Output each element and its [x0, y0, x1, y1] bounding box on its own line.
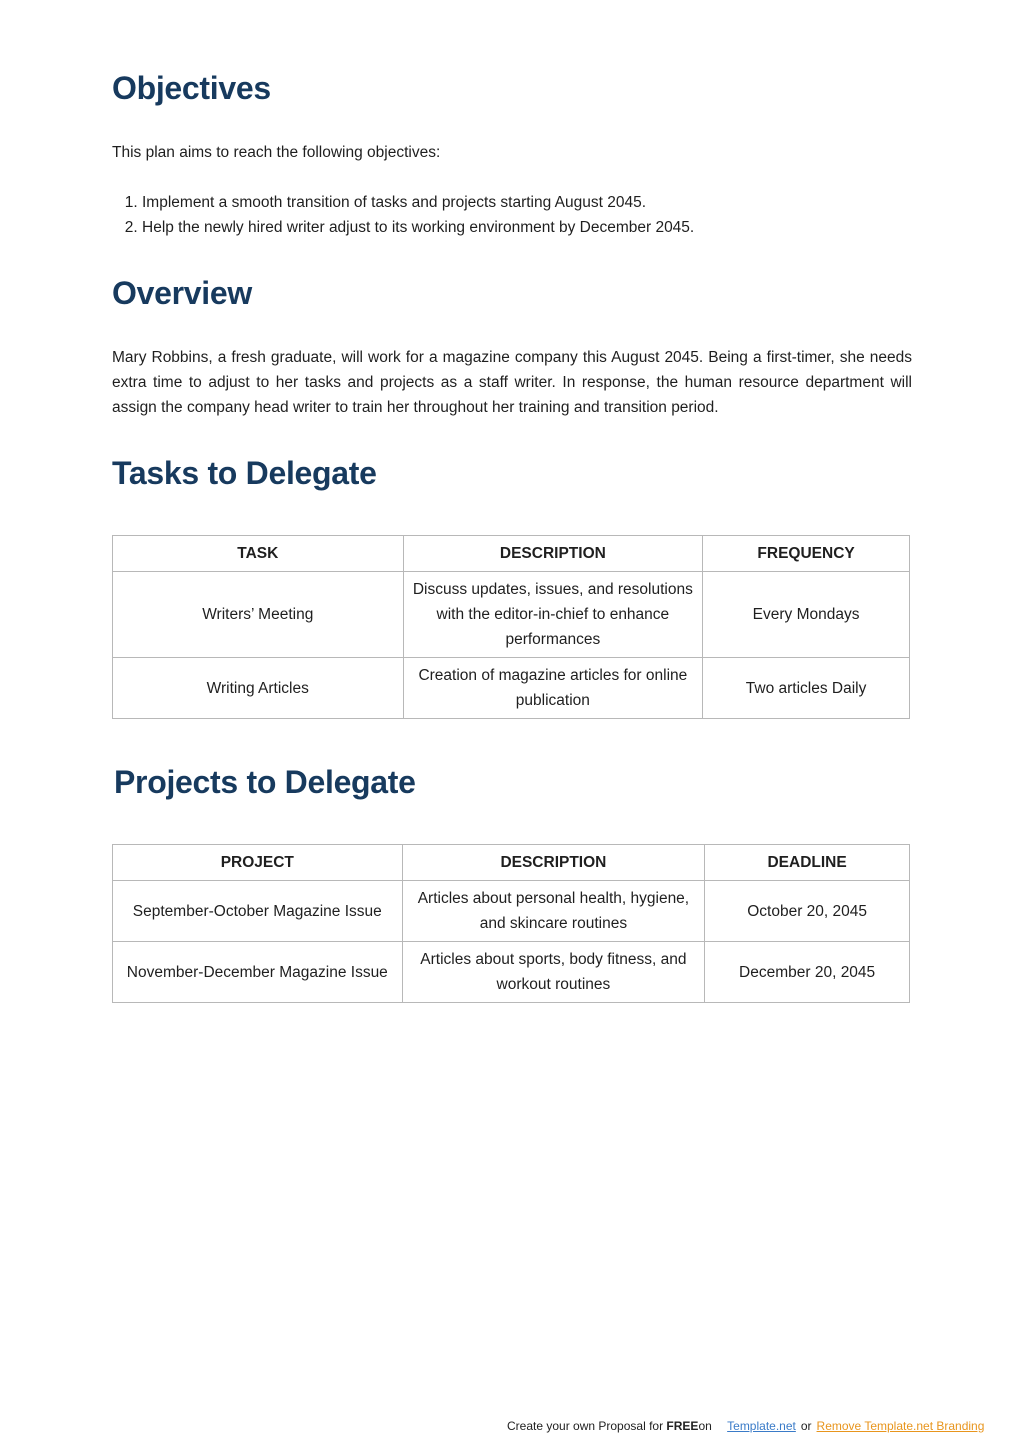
table-header-row: [113, 845, 910, 881]
footer-prefix: Create your own Proposal for: [507, 1419, 667, 1433]
tasks-heading: Tasks to Delegate: [112, 455, 377, 491]
template-net-link[interactable]: Template.net: [727, 1419, 796, 1433]
overview-paragraph: Mary Robbins, a fresh graduate, will work for a magazine company this August 2045. Being a first-timer, she needs extra time to adjust to her tasks and projects as a staff writer. In response, the human resource department will assign the company head writer to train her throughout her training and transition period.: [112, 349, 912, 416]
table-cell: November-December Magazine Issue: [113, 942, 403, 1003]
table-row: [113, 881, 910, 942]
footer-on: on: [698, 1419, 712, 1433]
table-cell: Creation of magazine articles for online publication: [403, 658, 703, 719]
footer-branding: [507, 1419, 984, 1433]
list-item: 2. Help the newly hired writer adjust to its working environment by December 2045.: [142, 215, 694, 240]
table-row: [113, 942, 910, 1003]
column-header: FREQUENCY: [703, 536, 910, 572]
table-cell: Articles about personal health, hygiene, and skincare routines: [402, 881, 705, 942]
table-cell: Discuss updates, issues, and resolutions with the editor-in-chief to enhance performances: [403, 572, 703, 658]
table-cell: Writers’ Meeting: [113, 572, 404, 658]
table-cell: Articles about sports, body fitness, and workout routines: [402, 942, 705, 1003]
table-row: [113, 658, 910, 719]
column-header: TASK: [113, 536, 404, 572]
objectives-heading: Objectives: [112, 70, 271, 106]
footer-free: FREE: [666, 1419, 699, 1433]
tasks-table: [112, 535, 910, 719]
column-header: DESCRIPTION: [403, 536, 703, 572]
table-cell: October 20, 2045: [705, 881, 910, 942]
objectives-list: [112, 190, 694, 240]
table-cell: December 20, 2045: [705, 942, 910, 1003]
table-cell: Every Mondays: [703, 572, 910, 658]
footer-or: or: [800, 1419, 812, 1433]
projects-table: [112, 844, 910, 1003]
projects-heading: Projects to Delegate: [114, 764, 416, 800]
list-item: 1. Implement a smooth transition of tasks and projects starting August 2045.: [142, 190, 694, 215]
table-row: [113, 572, 910, 658]
column-header: DESCRIPTION: [402, 845, 705, 881]
column-header: DEADLINE: [705, 845, 910, 881]
table-cell: Two articles Daily: [703, 658, 910, 719]
table-cell: Writing Articles: [113, 658, 404, 719]
column-header: PROJECT: [113, 845, 403, 881]
table-header-row: [113, 536, 910, 572]
objectives-intro: This plan aims to reach the following objectives:: [112, 144, 441, 161]
table-cell: September-October Magazine Issue: [113, 881, 403, 942]
remove-branding-link[interactable]: Remove Template.net Branding: [816, 1419, 985, 1433]
overview-heading: Overview: [112, 275, 252, 311]
